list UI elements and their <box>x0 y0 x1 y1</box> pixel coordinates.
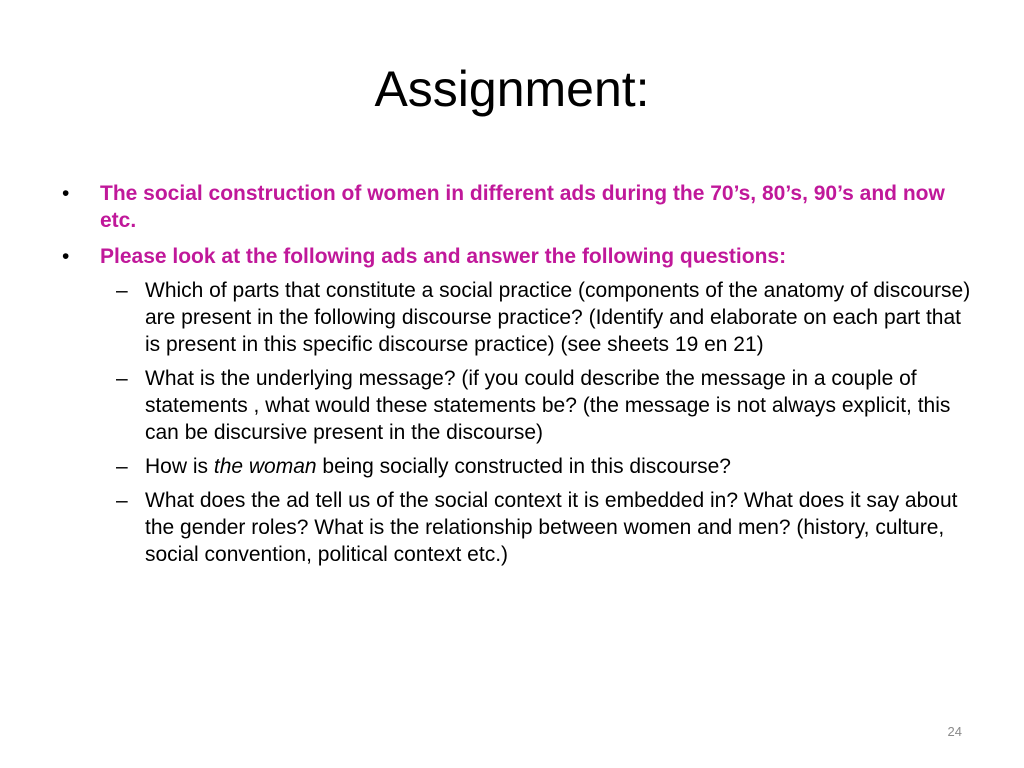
question-list <box>116 277 975 568</box>
slide-content <box>60 180 975 575</box>
slide-title: Assignment: <box>374 61 650 117</box>
dash-marker: – <box>116 279 128 302</box>
question-item <box>116 277 975 358</box>
question-text-end: being socially constructed in this discourse? <box>316 455 731 478</box>
dash-marker: – <box>116 367 128 390</box>
dash-marker: – <box>116 489 128 512</box>
question-text <box>145 453 975 480</box>
bullet-item <box>60 180 975 234</box>
bullet-text: The social construction of women in different ads during the 70’s, 80’s, 90’s and now etc. <box>100 182 945 232</box>
question-item <box>116 487 975 568</box>
page-number: 24 <box>947 724 962 739</box>
question-text: What is the underlying message? (if you could describe the message in a couple of statements , what would these statements be? (the message is not always explicit, this can be discursive present in the discourse) <box>145 367 951 444</box>
bullet-marker: • <box>62 245 70 268</box>
bullet-item <box>60 243 975 270</box>
bullet-marker: • <box>62 182 70 205</box>
question-text: What does the ad tell us of the social context it is embedded in? What does it say about the gender roles? What is the relationship between women and men? (history, culture, social convention, political context etc.) <box>145 489 958 566</box>
question-item <box>116 453 975 480</box>
question-text: Which of parts that constitute a social practice (components of the anatomy of discourse) are present in the following discourse practice? (Identify and elaborate on each part that is present in this specific discourse practice) (see sheets 19 en 21) <box>145 279 971 356</box>
dash-marker: – <box>116 455 128 478</box>
question-text-start: How is <box>145 455 214 478</box>
bullet-text: Please look at the following ads and answer the following questions: <box>100 245 787 268</box>
question-text-emphasis: the woman <box>213 455 317 478</box>
question-item <box>116 365 975 446</box>
